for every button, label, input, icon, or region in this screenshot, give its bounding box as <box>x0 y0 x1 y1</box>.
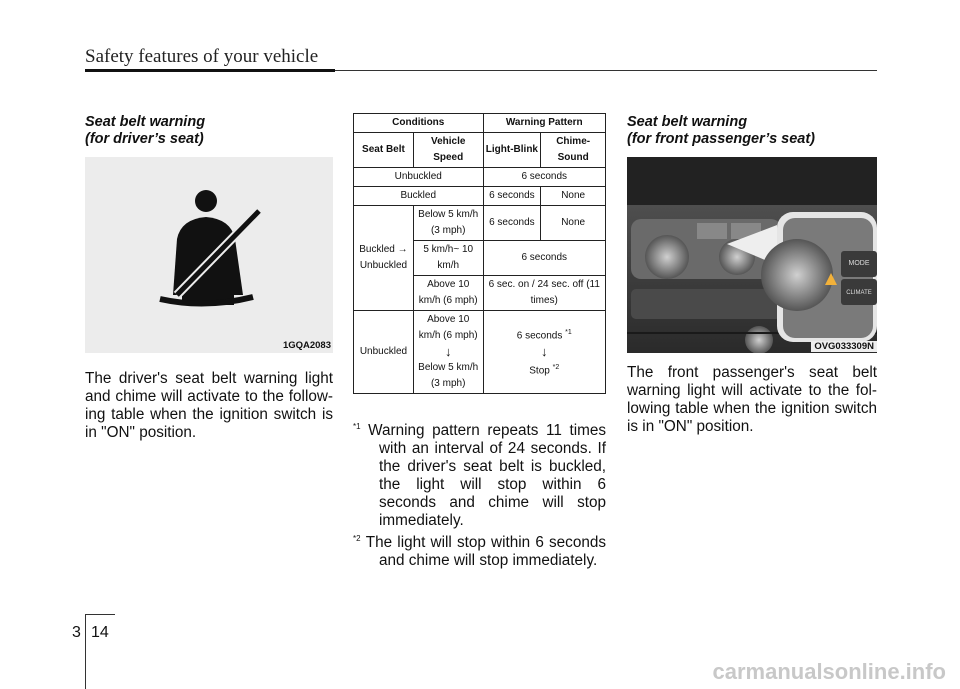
left-title-line2: (for driver’s seat) <box>85 131 204 147</box>
row-unbuckled-condition: Unbuckled <box>354 168 484 187</box>
header-warning-pattern: Warning Pattern <box>483 114 606 133</box>
driver-seatbelt-figure <box>85 157 333 353</box>
seatbelt-icon <box>85 157 333 353</box>
left-section-title <box>85 114 335 148</box>
header-rule <box>335 70 877 71</box>
g1a-chime: None <box>541 206 606 241</box>
header-vehicle-speed: Vehicle Speed <box>413 133 483 168</box>
header-seat-belt: Seat Belt <box>354 133 414 168</box>
g2-pattern <box>483 311 606 394</box>
header-conditions: Conditions <box>354 114 484 133</box>
header-chime-sound: Chime- Sound <box>541 133 606 168</box>
g2-pattern-top-note: *1 <box>565 328 572 336</box>
g1b-speed: 5 km/h~ 10 km/h <box>413 241 483 276</box>
g2-pattern-bottom: Stop <box>529 365 550 377</box>
group-unbuckled-label: Unbuckled <box>354 311 414 394</box>
page-number: 14 <box>91 624 109 641</box>
g2-pattern-top: 6 seconds <box>516 330 563 341</box>
footer-vertical-rule <box>85 614 86 689</box>
right-body-text: The front passenger's seat belt warning light will activate to the fol-lowing table when the ignition switch is in "ON" position. <box>627 364 877 435</box>
warning-table <box>353 113 606 394</box>
right-title-line2: (for front passenger’s seat) <box>627 131 816 147</box>
footnote-1 <box>353 418 606 530</box>
row-unbuckled-pattern: 6 seconds <box>483 168 606 187</box>
row-buckled-light: 6 seconds <box>483 187 541 206</box>
down-arrow-icon: ↓ <box>541 344 548 359</box>
right-title-line1: Seat belt warning <box>627 114 748 130</box>
footnote-1-text: Warning pattern repeats 11 times with an interval of 24 seconds. If the driver's seat belt is buckled, the light will stop within 6 seconds and chime will stop immediately. <box>368 422 606 530</box>
footer-horizontal-rule <box>85 614 115 615</box>
footnote-2-text: The light will stop within 6 seconds and chime will stop immediately. <box>365 534 607 570</box>
g2-speed-bottom: Below 5 km/h (3 mph) <box>418 362 479 389</box>
footnote-1-mark: *1 <box>353 422 361 431</box>
climate-label: CLIMATE <box>846 290 872 296</box>
g2-speed <box>413 311 483 394</box>
footnotes <box>353 418 606 570</box>
g1b-pattern: 6 seconds <box>483 241 606 276</box>
right-section-title <box>627 114 877 148</box>
footnote-2-mark: *2 <box>353 534 361 544</box>
page-header-title: Safety features of your vehicle <box>85 46 319 67</box>
row-buckled-chime: None <box>541 187 606 206</box>
g1a-light: 6 seconds <box>483 206 541 241</box>
group-buckled-unbuckled-label: Buckled → Unbuckled <box>354 206 414 311</box>
header-light-blink: Light-Blink <box>483 133 541 168</box>
watermark: carmanualsonline.info <box>712 659 946 684</box>
g1c-speed: Above 10 km/h (6 mph) <box>413 276 483 311</box>
g2-speed-top: Above 10 km/h (6 mph) <box>418 314 478 341</box>
footnote-2 <box>353 530 606 570</box>
down-arrow-icon: ↓ <box>444 344 452 359</box>
left-body-text: The driver's seat belt warning light and chime will activate to the follow-ing table when the ignition switch is in "ON" position. <box>85 370 333 441</box>
dashboard-panel-image <box>627 157 877 353</box>
passenger-panel-photo <box>627 157 877 353</box>
left-title-line1: Seat belt warning <box>85 114 206 130</box>
g2-pattern-bottom-note: *2 <box>552 364 560 371</box>
header-bar <box>85 69 335 72</box>
g1a-speed: Below 5 km/h (3 mph) <box>413 206 483 241</box>
mode-label: MODE <box>848 260 870 267</box>
figure-code: OVG033309N <box>811 341 877 352</box>
chapter-number: 3 <box>72 624 81 641</box>
g1c-pattern: 6 sec. on / 24 sec. off (11 times) <box>483 276 606 311</box>
figure-code: 1GQA2083 <box>282 340 331 351</box>
row-buckled-condition: Buckled <box>354 187 484 206</box>
warning-table-wrap <box>353 113 606 394</box>
